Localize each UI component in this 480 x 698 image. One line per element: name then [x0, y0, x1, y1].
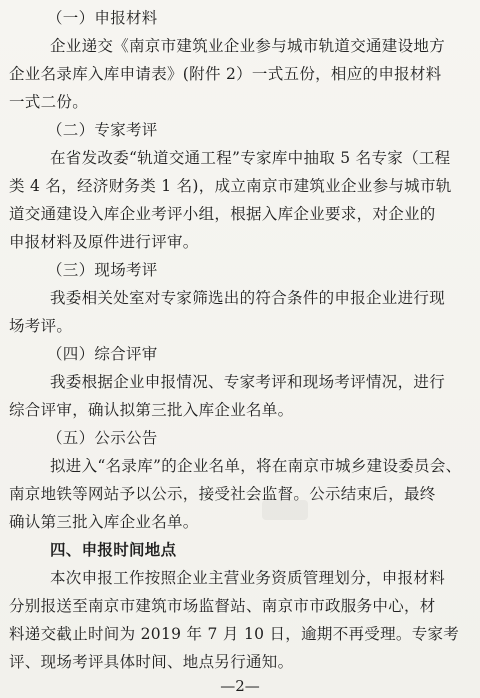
subsection-heading-5: （五）公示公告 [47, 429, 158, 447]
body-text-line: 确认第三批入库企业名单。 [9, 513, 199, 531]
body-text-line: 企业名录库入库申请表》(附件 2）一式五份，相应的申报材料 [9, 65, 442, 83]
body-text-line: 分别报送至南京市建筑市场监督站、南京市市政服务中心，材 [9, 597, 436, 615]
subsection-heading-4: （四）综合评审 [47, 345, 158, 363]
section-heading-4: 四、申报时间地点 [50, 540, 177, 559]
body-text-line: 企业递交《南京市建筑业企业参与城市轨道交通建设地方 [50, 37, 446, 55]
body-text-line: 我委根据企业申报情况、专家考评和现场考评情况，进行 [50, 373, 446, 391]
body-text-line: 南京地铁等网站予以公示，接受社会监督。公示结束后，最终 [9, 485, 436, 503]
body-text-line: 申报材料及原件进行评审。 [9, 233, 199, 251]
body-text-line: 料递交截止时间为 2019 年 7 月 10 日，逾期不再受理。专家考 [9, 625, 460, 643]
body-text-line: 道交通建设入库企业考评小组，根据入库企业要求，对企业的 [9, 205, 436, 223]
faint-stamp-mark [262, 500, 308, 520]
subsection-heading-1: （一）申报材料 [47, 9, 158, 27]
body-text-line: 本次申报工作按照企业主营业务资质管理划分，申报材料 [50, 569, 446, 587]
body-text-line: 在省发改委“轨道交通工程”专家库中抽取 5 名专家（工程 [50, 149, 451, 167]
body-text-line: 拟进入“名录库”的企业名单，将在南京市城乡建设委员会、 [50, 457, 462, 475]
body-text-line: 综合评审，确认拟第三批入库企业名单。 [9, 401, 294, 419]
subsection-heading-2: （二）专家考评 [47, 121, 158, 139]
subsection-heading-3: （三）现场考评 [47, 261, 158, 279]
page-number: —2— [220, 677, 260, 695]
body-text-line: 一式二份。 [9, 93, 89, 111]
body-text-line: 评、现场考评具体时间、地点另行通知。 [9, 653, 294, 671]
body-text-line: 类 4 名，经济财务类 1 名)，成立南京市建筑业企业参与城市轨 [9, 177, 452, 195]
body-text-line: 场考评。 [9, 317, 73, 335]
body-text-line: 我委相关处室对专家筛选出的符合条件的申报企业进行现 [50, 289, 446, 307]
